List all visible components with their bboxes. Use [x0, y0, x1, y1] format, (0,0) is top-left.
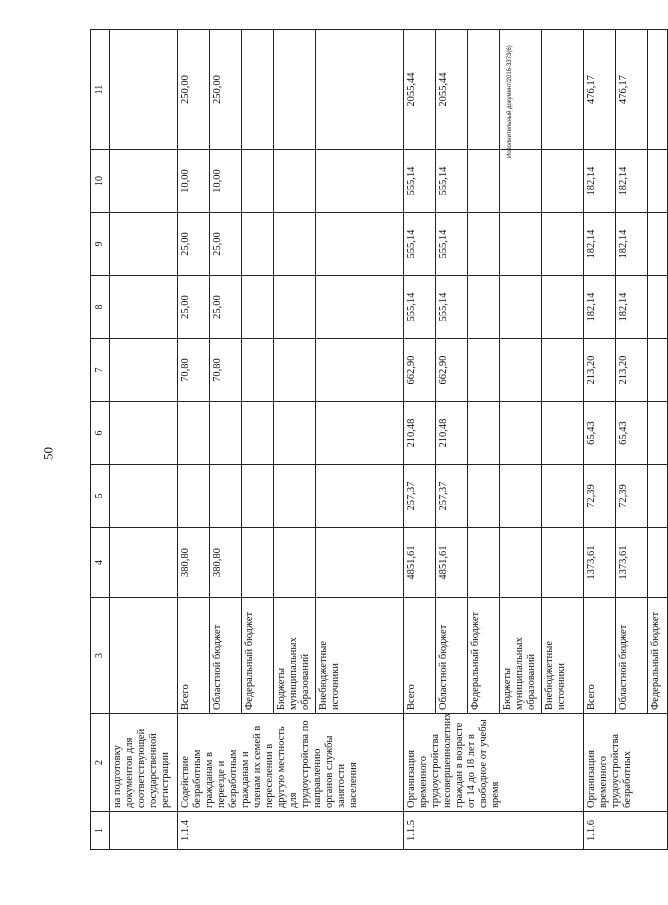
header-cell: 4	[91, 528, 110, 598]
section-description: Содействие безработным гражданам в переезде и безработным гражданам и членам их семей в переселении в другую местность для трудоустройства по направлению органов службы занятости населения	[178, 714, 404, 812]
value-cell: 25,00	[210, 276, 242, 339]
empty-cell	[110, 465, 178, 528]
value-cell	[648, 528, 668, 598]
value-cell	[468, 528, 500, 598]
value-cell	[648, 276, 668, 339]
value-cell: 476,17	[584, 30, 616, 150]
value-cell	[500, 402, 542, 465]
value-cell	[316, 30, 404, 150]
value-cell: 4851,61	[404, 528, 436, 598]
value-cell: 1373,61	[616, 528, 648, 598]
funding-source-label: Федеральный бюджет	[468, 598, 500, 714]
value-cell	[500, 150, 542, 213]
value-cell: 213,20	[584, 339, 616, 402]
value-cell: 380,80	[178, 528, 210, 598]
funding-source-label: Внебюджетные источники	[316, 598, 404, 714]
value-cell: 555,14	[404, 276, 436, 339]
value-cell	[468, 150, 500, 213]
header-cell: 7	[91, 339, 110, 402]
funding-source-label: Всего	[178, 598, 210, 714]
page-number: 50	[40, 447, 56, 460]
value-cell	[648, 465, 668, 528]
value-cell: 72,39	[616, 465, 648, 528]
budget-table	[90, 29, 668, 850]
value-cell: 182,14	[616, 213, 648, 276]
value-cell	[274, 30, 316, 150]
header-cell: 9	[91, 213, 110, 276]
document-code: Исполнительный документ/2016-3373(6)	[507, 45, 513, 158]
header-cell: 6	[91, 402, 110, 465]
rotated-table-container	[90, 30, 661, 850]
value-cell	[274, 402, 316, 465]
table-row	[404, 30, 436, 850]
value-cell	[316, 150, 404, 213]
value-cell	[274, 150, 316, 213]
value-cell: 555,14	[404, 150, 436, 213]
value-cell	[316, 402, 404, 465]
value-cell: 380,80	[210, 528, 242, 598]
value-cell: 250,00	[178, 30, 210, 150]
table-body	[91, 30, 668, 850]
value-cell	[242, 339, 274, 402]
value-cell: 210,48	[404, 402, 436, 465]
value-cell: 25,00	[178, 276, 210, 339]
value-cell	[542, 213, 584, 276]
value-cell	[500, 528, 542, 598]
value-cell	[500, 465, 542, 528]
value-cell	[210, 402, 242, 465]
value-cell: 182,14	[616, 150, 648, 213]
value-cell	[500, 276, 542, 339]
value-cell	[542, 339, 584, 402]
value-cell	[210, 465, 242, 528]
value-cell	[242, 30, 274, 150]
value-cell: 65,43	[616, 402, 648, 465]
value-cell	[242, 150, 274, 213]
value-cell	[178, 465, 210, 528]
value-cell	[468, 276, 500, 339]
value-cell	[468, 465, 500, 528]
section-description: Организация временного трудоустройства безработных	[584, 714, 668, 812]
continuation-desc-cell: на подготовку документов для соответствующей государственной регистрации	[110, 714, 178, 812]
header-cell: 10	[91, 150, 110, 213]
value-cell: 65,43	[584, 402, 616, 465]
value-cell: 182,14	[584, 150, 616, 213]
value-cell	[242, 465, 274, 528]
funding-source-label: Областной бюджет	[210, 598, 242, 714]
funding-source-label: Всего	[584, 598, 616, 714]
value-cell	[242, 402, 274, 465]
funding-source-label: Федеральный бюджет	[648, 598, 668, 714]
value-cell: 250,00	[210, 30, 242, 150]
value-cell	[316, 213, 404, 276]
value-cell: 2055,44	[404, 30, 436, 150]
value-cell: 182,14	[584, 276, 616, 339]
header-cell: 5	[91, 465, 110, 528]
value-cell	[542, 30, 584, 150]
empty-cell	[110, 276, 178, 339]
empty-cell	[110, 150, 178, 213]
funding-source-label: Федеральный бюджет	[242, 598, 274, 714]
value-cell: 555,14	[436, 276, 468, 339]
value-cell	[648, 402, 668, 465]
funding-source-label: Областной бюджет	[436, 598, 468, 714]
empty-cell	[110, 528, 178, 598]
empty-cell	[110, 213, 178, 276]
value-cell: 1373,61	[584, 528, 616, 598]
value-cell: 555,14	[436, 150, 468, 213]
value-cell: 555,14	[404, 213, 436, 276]
value-cell	[274, 339, 316, 402]
funding-source-label: Бюджеты муниципальных образований	[500, 598, 542, 714]
value-cell: 213,20	[616, 339, 648, 402]
value-cell	[500, 213, 542, 276]
empty-cell	[110, 30, 178, 150]
value-cell	[542, 402, 584, 465]
header-cell: 11	[91, 30, 110, 150]
header-cell: 2	[91, 714, 110, 812]
value-cell: 210,48	[436, 402, 468, 465]
value-cell: 476,17	[616, 30, 648, 150]
value-cell: 10,00	[210, 150, 242, 213]
continuation-num-cell	[110, 812, 178, 850]
value-cell: 25,00	[178, 213, 210, 276]
value-cell: 662,90	[436, 339, 468, 402]
table-row	[178, 30, 210, 850]
value-cell: 2055,44	[436, 30, 468, 150]
value-cell	[242, 213, 274, 276]
value-cell	[274, 528, 316, 598]
table-row	[584, 30, 616, 850]
funding-source-label: Бюджеты муниципальных образований	[274, 598, 316, 714]
funding-source-label: Областной бюджет	[616, 598, 648, 714]
section-number: 1.1.6	[584, 812, 668, 850]
value-cell: 257,37	[436, 465, 468, 528]
value-cell	[648, 213, 668, 276]
value-cell	[316, 465, 404, 528]
empty-cell	[110, 598, 178, 714]
value-cell	[542, 528, 584, 598]
value-cell	[542, 150, 584, 213]
header-row	[91, 30, 110, 850]
header-cell: 3	[91, 598, 110, 714]
empty-cell	[110, 339, 178, 402]
value-cell: 72,39	[584, 465, 616, 528]
value-cell	[500, 30, 542, 150]
value-cell	[316, 339, 404, 402]
value-cell	[242, 276, 274, 339]
value-cell	[274, 465, 316, 528]
value-cell: 257,37	[404, 465, 436, 528]
value-cell: 662,90	[404, 339, 436, 402]
funding-source-label: Всего	[404, 598, 436, 714]
value-cell	[468, 30, 500, 150]
header-cell: 8	[91, 276, 110, 339]
value-cell: 10,00	[178, 150, 210, 213]
value-cell	[242, 528, 274, 598]
value-cell	[274, 213, 316, 276]
value-cell	[316, 528, 404, 598]
value-cell	[648, 339, 668, 402]
value-cell	[542, 465, 584, 528]
value-cell: 70,80	[178, 339, 210, 402]
value-cell: 182,14	[584, 213, 616, 276]
value-cell	[316, 276, 404, 339]
section-description: Организация временного трудоустройства несовершеннолетних граждан в возрасте от 14 до 18 лет в свободное от учебы время	[404, 714, 584, 812]
section-number: 1.1.5	[404, 812, 584, 850]
value-cell	[468, 339, 500, 402]
value-cell: 555,14	[436, 213, 468, 276]
value-cell	[500, 339, 542, 402]
value-cell	[468, 213, 500, 276]
value-cell: 182,14	[616, 276, 648, 339]
value-cell: 70,80	[210, 339, 242, 402]
value-cell: 25,00	[210, 213, 242, 276]
value-cell	[648, 150, 668, 213]
value-cell	[648, 30, 668, 150]
header-cell: 1	[91, 812, 110, 850]
value-cell	[178, 402, 210, 465]
empty-cell	[110, 402, 178, 465]
section-number: 1.1.4	[178, 812, 404, 850]
value-cell	[542, 276, 584, 339]
funding-source-label: Внебюджетные источники	[542, 598, 584, 714]
value-cell: 4851,61	[436, 528, 468, 598]
continuation-row	[110, 30, 178, 850]
value-cell	[274, 276, 316, 339]
value-cell	[468, 402, 500, 465]
